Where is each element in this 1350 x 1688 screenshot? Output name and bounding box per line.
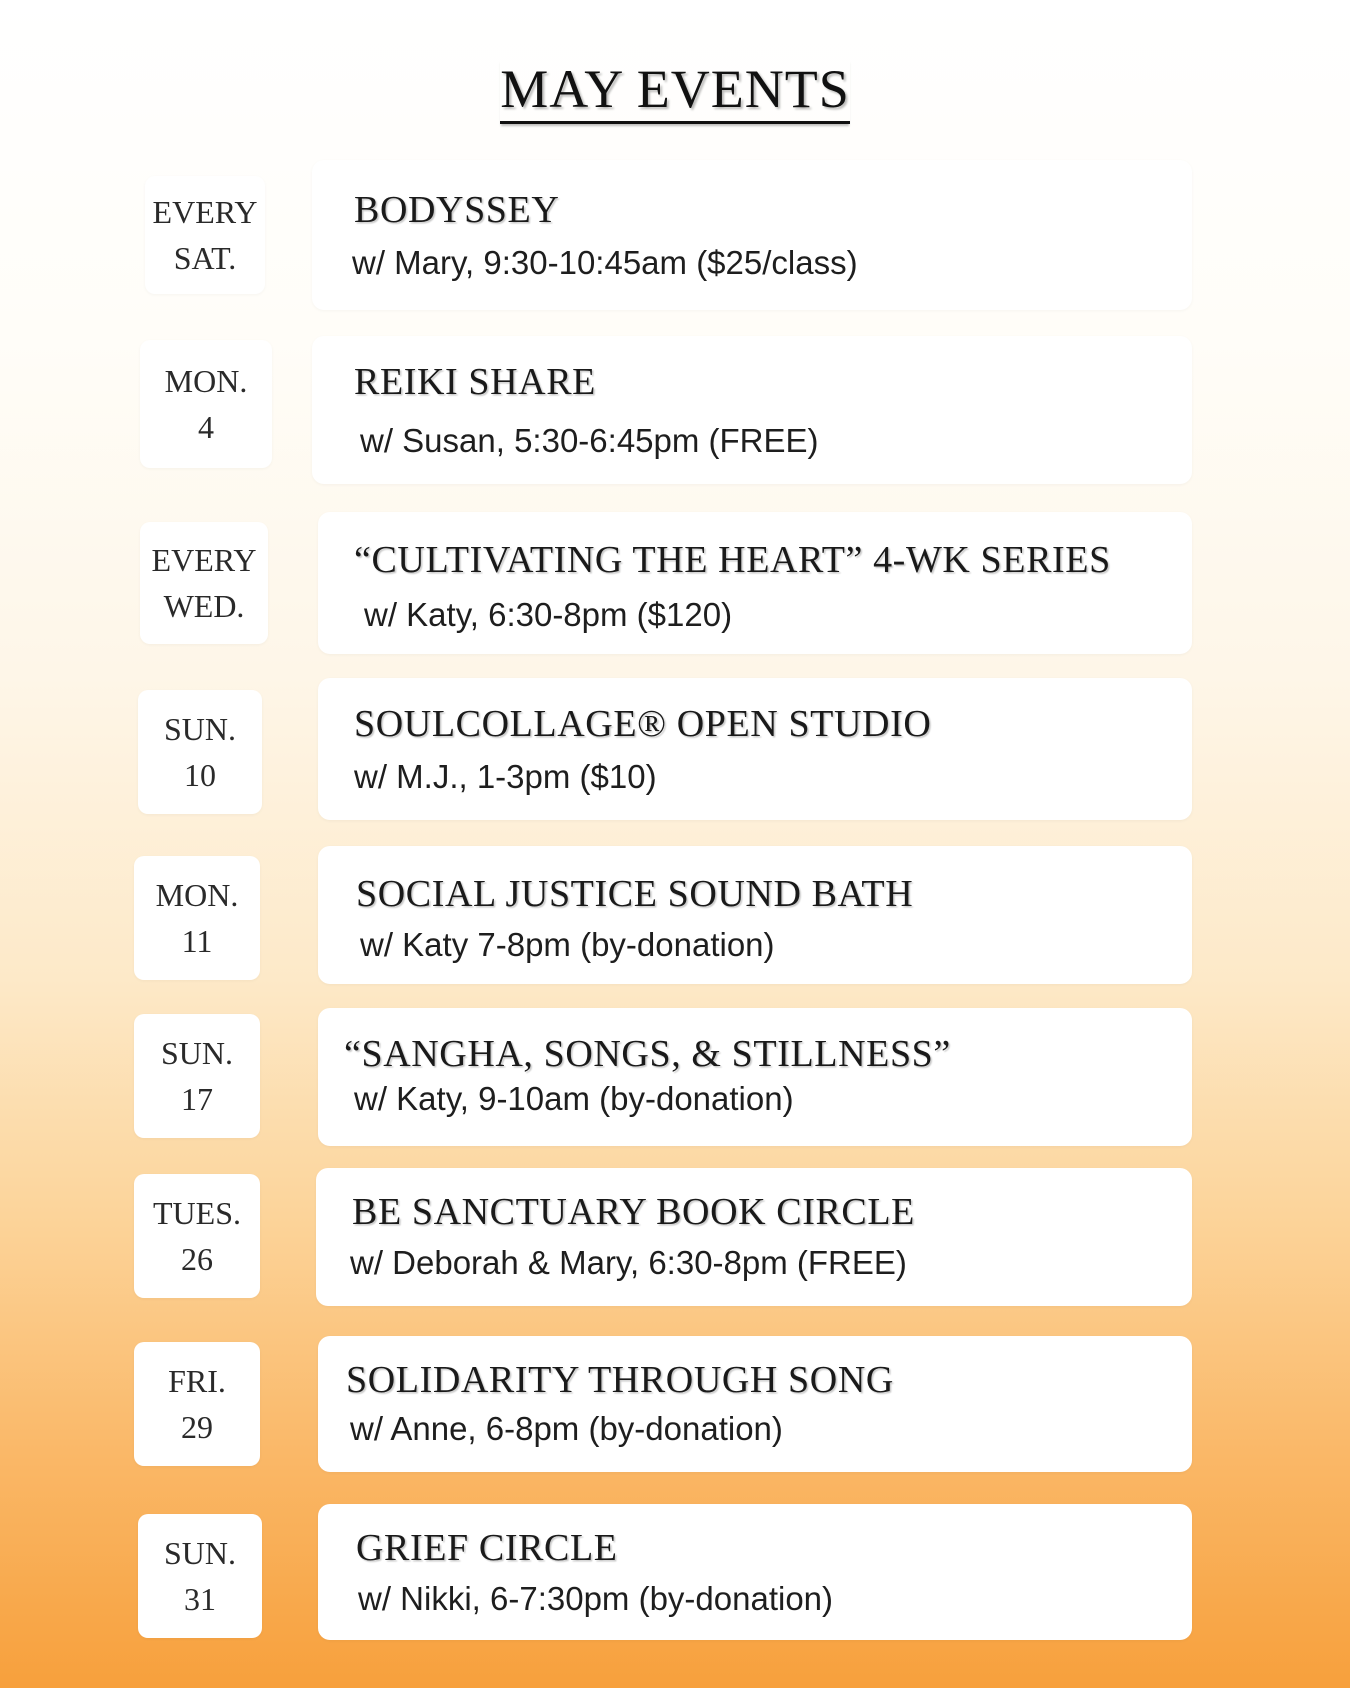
event-card[interactable] — [318, 678, 1192, 820]
event-date-box — [140, 522, 268, 644]
event-details: w/ Mary, 9:30-10:45am ($25/class) — [352, 244, 858, 281]
event-date: SAT. — [173, 240, 237, 276]
event-title: REIKI SHARE — [354, 361, 596, 403]
event-title: BE SANCTUARY BOOK CIRCLE — [352, 1191, 915, 1233]
event-date-box — [138, 690, 262, 814]
event-details: w/ Deborah & Mary, 6:30-8pm (FREE) — [350, 1244, 907, 1281]
event-day: SUN. — [163, 711, 236, 747]
event-day: EVERY — [152, 194, 258, 230]
event-title: SOLIDARITY THROUGH SONG — [346, 1359, 894, 1401]
event-day: SUN. — [163, 1535, 236, 1571]
event-day: EVERY — [151, 542, 257, 578]
event-details: w/ Anne, 6-8pm (by-donation) — [350, 1410, 783, 1447]
event-date-box — [134, 1342, 260, 1466]
event-date: 17 — [181, 1081, 213, 1117]
event-date-box — [138, 1514, 262, 1638]
event-date-box — [134, 1014, 260, 1138]
event-details: w/ Susan, 5:30-6:45pm (FREE) — [360, 422, 819, 459]
event-title: SOCIAL JUSTICE SOUND BATH — [356, 873, 914, 915]
event-date-box — [145, 176, 265, 294]
event-title: SOULCOLLAGE® OPEN STUDIO — [354, 703, 932, 745]
event-title: “CULTIVATING THE HEART” 4-WK SERIES — [354, 539, 1111, 581]
event-card[interactable] — [318, 846, 1192, 984]
event-title: GRIEF CIRCLE — [356, 1527, 618, 1569]
event-day: TUES. — [153, 1195, 241, 1231]
event-details: w/ Katy 7-8pm (by-donation) — [360, 926, 775, 963]
event-date: 31 — [184, 1581, 216, 1617]
event-day: MON. — [164, 363, 248, 399]
event-card[interactable] — [318, 1008, 1192, 1146]
event-date-box — [140, 340, 272, 468]
page-title-text: MAY EVENTS — [500, 59, 850, 124]
event-details: w/ Katy, 6:30-8pm ($120) — [364, 596, 733, 633]
event-date: 29 — [181, 1409, 213, 1445]
event-card[interactable] — [312, 336, 1192, 484]
event-card[interactable] — [312, 160, 1192, 310]
event-date: 10 — [184, 757, 216, 793]
event-date-box — [134, 1174, 260, 1298]
event-date: WED. — [163, 588, 245, 624]
event-details: w/ Nikki, 6-7:30pm (by-donation) — [358, 1580, 834, 1617]
event-card[interactable] — [318, 512, 1192, 654]
event-card[interactable] — [318, 1504, 1192, 1640]
event-date: 4 — [198, 409, 214, 445]
event-date: 11 — [181, 923, 213, 959]
event-card[interactable] — [318, 1336, 1192, 1472]
event-date: 26 — [181, 1241, 213, 1277]
event-details: w/ Katy, 9-10am (by-donation) — [354, 1080, 794, 1117]
event-title: BODYSSEY — [354, 189, 560, 231]
page-title — [0, 58, 1350, 120]
event-day: MON. — [155, 877, 239, 913]
event-day: FRI. — [168, 1363, 226, 1399]
event-day: SUN. — [160, 1035, 233, 1071]
event-details: w/ M.J., 1-3pm ($10) — [354, 758, 657, 795]
event-card[interactable] — [316, 1168, 1192, 1306]
event-title: “SANGHA, SONGS, & STILLNESS” — [344, 1033, 951, 1075]
event-date-box — [134, 856, 260, 980]
